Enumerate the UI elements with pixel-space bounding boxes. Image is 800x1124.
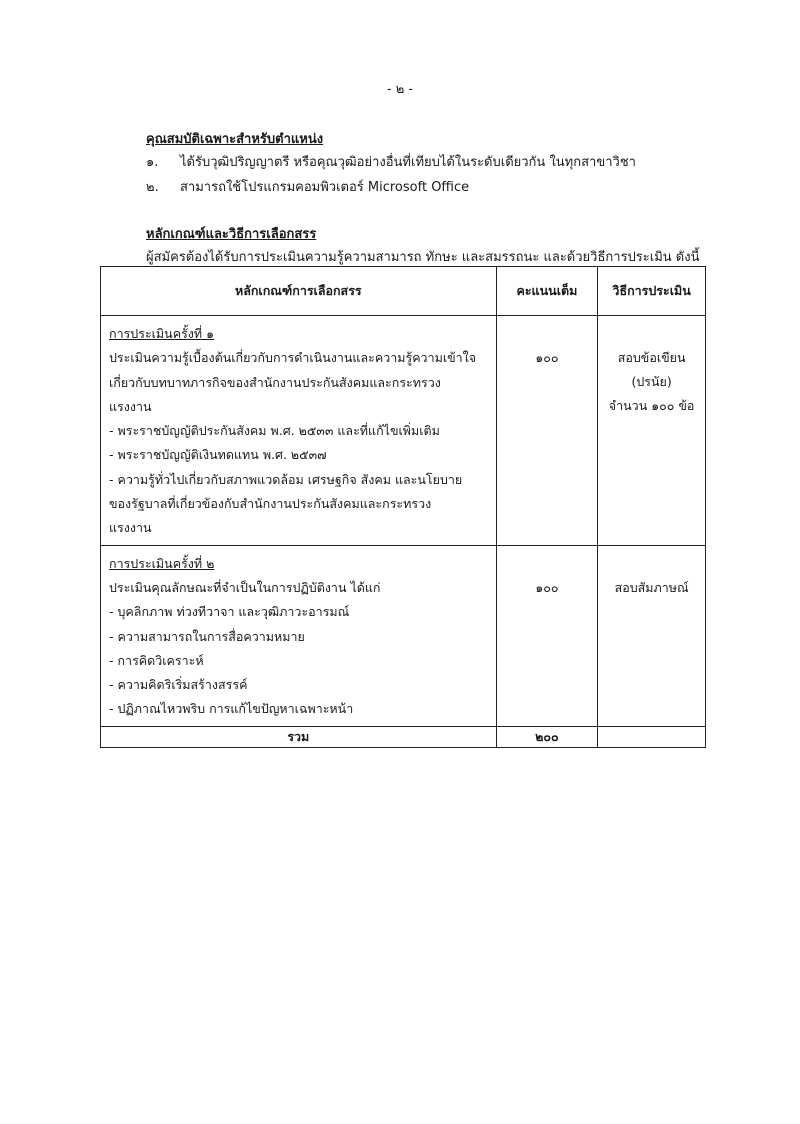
selection-heading: หลักเกณฑ์และวิธีการเลือกสรร (146, 227, 317, 242)
round-1-line: ของรัฐบาลที่เกี่ยวข้องกับสำนักงานประกันสังคมและกระทรวง (109, 496, 432, 512)
round-2-line: ประเมินคุณลักษณะที่จำเป็นในการปฏิบัติงาน ได้แก่ (109, 579, 381, 595)
round-1-method-line: (ปรนัย) (631, 374, 672, 389)
round-1-line: - ความรู้ทั่วไปเกี่ยวกับสภาพแวดล้อม เศรษฐกิจ สังคม และนโยบาย (109, 471, 463, 487)
selection-intro: ผู้สมัครต้องได้รับการประเมินความรู้ความสามารถ ทักษะ และสมรรถนะ และด้วยวิธีการประเมิน ดังนี้ (146, 250, 700, 265)
qualification-item-text: ได้รับวุฒิปริญญาตรี หรือคุณวุฒิอย่างอื่นที่เทียบได้ในระดับเดียวกัน ในทุกสาขาวิชา (180, 155, 636, 170)
round-2-score: ๑๐๐ (496, 545, 598, 726)
table-row-round-1 (101, 316, 706, 546)
round-1-line: แรงงาน (109, 520, 152, 536)
round-1-method-line: จำนวน ๑๐๐ ข้อ (608, 398, 695, 413)
header-full-score: คะแนนเต็ม (496, 267, 598, 316)
header-method: วิธีการประเมิน (598, 267, 706, 316)
total-score: ๒๐๐ (496, 726, 598, 747)
criteria-table (100, 266, 706, 748)
qualification-item-1 (146, 151, 636, 172)
round-1-line: - พระราชบัญญัติเงินทดแทน พ.ศ. ๒๕๓๗ (109, 447, 327, 463)
round-1-score: ๑๐๐ (496, 316, 598, 546)
round-2-title: การประเมินครั้งที่ ๒ (109, 555, 215, 571)
qualification-item-number: ๒. (146, 180, 159, 195)
round-2-method-line: สอบสัมภาษณ์ (614, 579, 689, 595)
round-1-title: การประเมินครั้งที่ ๑ (109, 326, 215, 341)
qualification-item-number: ๑. (146, 155, 159, 170)
qualifications-heading: คุณสมบัติเฉพาะสำหรับตำแหน่ง (146, 132, 324, 147)
round-2-line: - ความคิดริเริ่มสร้างสรรค์ (109, 677, 248, 693)
round-2-line: - ปฏิภาณไหวพริบ การแก้ไขปัญหาเฉพาะหน้า (109, 701, 354, 717)
round-1-line: ประเมินความรู้เบื้องต้นเกี่ยวกับการดำเนินงานและความรู้ความเข้าใจ (109, 350, 477, 366)
table-row-round-2 (101, 545, 706, 726)
round-2-line: - ความสามารถในการสื่อความหมาย (109, 628, 305, 644)
qualification-item-text: สามารถใช้โปรแกรมคอมพิวเตอร์ Microsoft Office (180, 180, 470, 195)
header-criteria: หลักเกณฑ์การเลือกสรร (101, 267, 497, 316)
round-2-method-cell (598, 545, 706, 726)
round-1-line: - พระราชบัญญัติประกันสังคม พ.ศ. ๒๕๓๓ และที่แก้ไขเพิ่มเติม (109, 423, 440, 439)
round-2-line: - การคิดวิเคราะห์ (109, 652, 204, 668)
round-1-method-cell (598, 316, 706, 546)
table-header-row (101, 267, 706, 316)
round-1-line: เกี่ยวกับบทบาทภารกิจของสำนักงานประกันสังคมและกระทรวง (109, 374, 441, 390)
round-2-criteria-cell (101, 545, 497, 726)
page-number: - ๒ - (386, 82, 414, 97)
total-method-empty (598, 726, 706, 747)
qualification-item-2 (146, 176, 469, 197)
table-row-total (101, 726, 706, 747)
round-1-method-line: สอบข้อเขียน (617, 350, 686, 365)
total-label: รวม (101, 726, 497, 747)
round-2-line: - บุคลิกภาพ ท่วงทีวาจา และวุฒิภาวะอารมณ์ (109, 604, 350, 620)
round-1-line: แรงงาน (109, 398, 152, 414)
round-1-criteria-cell (101, 316, 497, 546)
